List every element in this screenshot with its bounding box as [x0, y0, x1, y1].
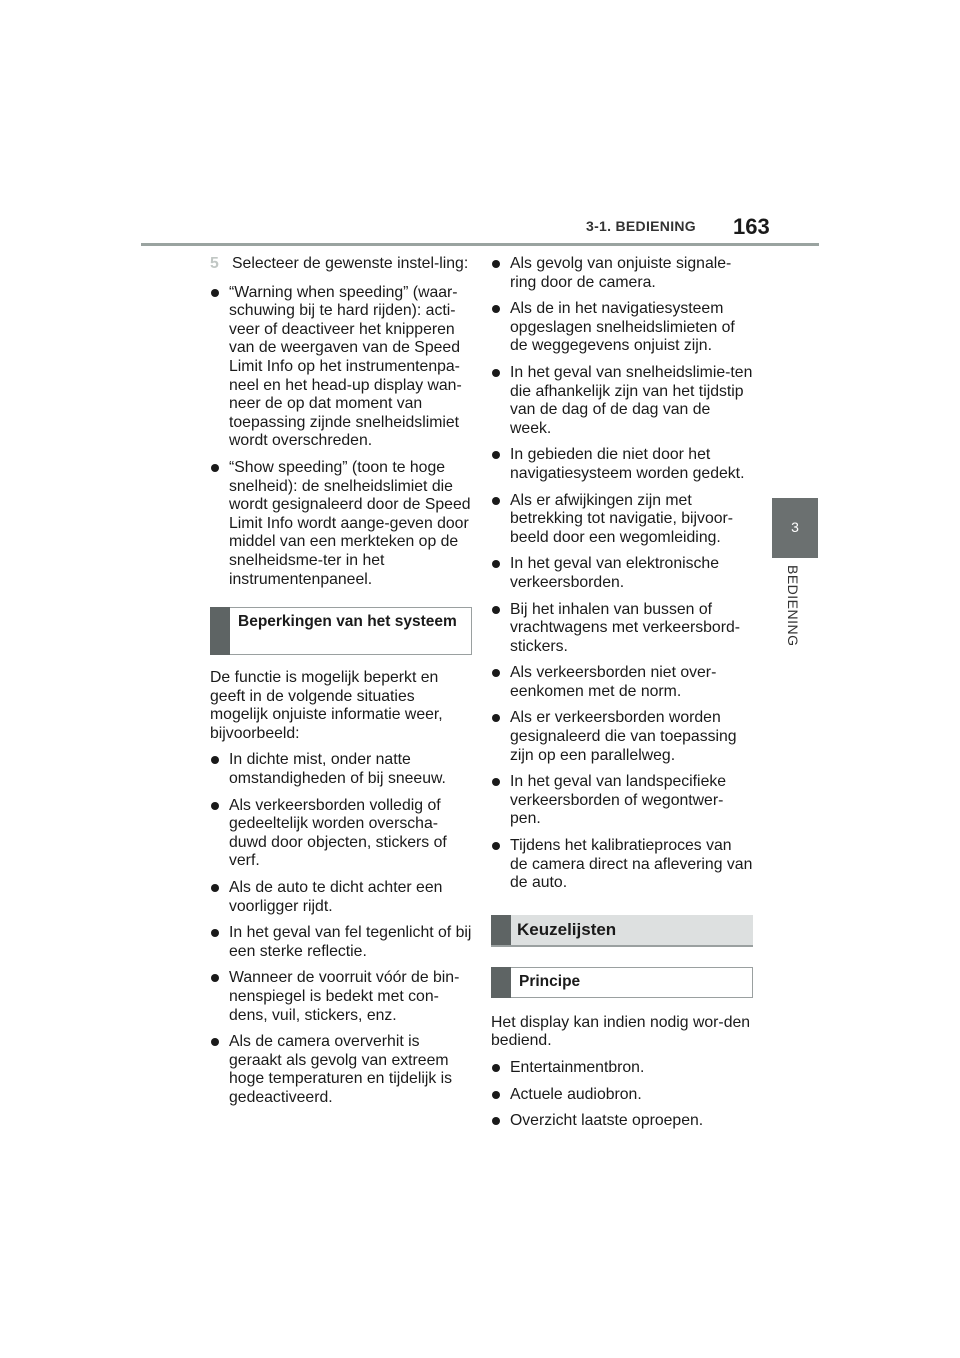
list-item — [491, 773, 753, 829]
bullet-icon — [491, 300, 510, 356]
bullet-icon — [210, 751, 229, 788]
list-item-text: Wanneer de voorruit vóór de bin-nenspiegel is bedekt met con-dens, vuil, stickers, enz. — [229, 969, 460, 1024]
list-item — [210, 797, 472, 871]
bullet-icon — [210, 969, 229, 1025]
bullet-icon — [491, 1086, 510, 1105]
list-item — [491, 664, 753, 701]
list-item-text: In het geval van elektronische verkeersborden. — [510, 555, 720, 591]
chapter-tab: 3 — [772, 498, 818, 558]
bullet-icon — [491, 555, 510, 592]
list-item-text: Tijdens het kalibratieproces van de camera direct na aflevering van de auto. — [510, 837, 753, 892]
bullet-icon — [491, 1059, 510, 1078]
subsection-title: Principe — [519, 972, 581, 990]
list-item-text: In gebieden die niet door het navigatiesysteem worden gedekt. — [510, 446, 745, 482]
list-item-text: Als er afwijkingen zijn met betrekking tot navigatie, bijvoor-beeld door een wegomleiding. — [510, 491, 734, 546]
intro-paragraph: De functie is mogelijk beperkt en geeft in de volgende situaties mogelijk onjuiste informatie weer, bijvoorbeeld: — [210, 669, 443, 742]
bullet-icon — [491, 364, 510, 438]
list-item — [491, 1086, 753, 1105]
limitation-bullet-list-continued — [491, 255, 753, 893]
limitation-bullet-list — [210, 751, 472, 1107]
step-bullet-list — [210, 284, 472, 590]
right-column — [491, 255, 753, 1139]
bullet-icon — [491, 664, 510, 701]
list-item — [491, 709, 753, 765]
list-item — [210, 924, 472, 961]
section-heading-text: Keuzelijsten — [517, 919, 617, 939]
list-item — [491, 364, 753, 438]
subsection-box-principe — [491, 967, 753, 998]
list-item — [210, 459, 472, 589]
bullet-icon — [491, 1112, 510, 1131]
bullet-icon — [491, 255, 510, 292]
list-item — [491, 255, 753, 292]
section-heading-keuzelijsten — [491, 915, 753, 947]
box-accent-bar — [491, 967, 511, 998]
list-bullet-list — [491, 1059, 753, 1131]
list-item — [491, 446, 753, 483]
list-item-text: “Show speeding” (toon te hoge snelheid): de snelheidslimiet die wordt gesignaleerd door de Speed Limit Info wordt aange-geven door middel van een merkteken op de snelheidsme-ter in het instrumentenpaneel. — [229, 458, 471, 588]
bullet-icon — [491, 773, 510, 829]
list-item-text: Als gevolg van onjuiste signale-ring door de camera. — [510, 255, 732, 291]
principle-paragraph: Het display kan indien nodig wor-den bediend. — [491, 1013, 751, 1050]
section-header: 3-1. BEDIENING — [586, 218, 696, 234]
section-box-limitations — [210, 607, 472, 655]
list-item-text: Overzicht laatste oproepen. — [510, 1112, 704, 1130]
list-item-text: In dichte mist, onder natte omstandigheden of bij sneeuw. — [229, 751, 446, 788]
bullet-icon — [210, 797, 229, 871]
list-item — [210, 1033, 472, 1107]
list-item — [491, 1059, 753, 1078]
bullet-icon — [210, 459, 229, 589]
bullet-icon — [491, 837, 510, 893]
bullet-icon — [210, 879, 229, 916]
page-number: 163 — [733, 214, 770, 239]
list-item — [210, 751, 472, 788]
list-item-text: Bij het inhalen van bussen of vrachtwagens met verkeersbord-stickers. — [510, 600, 741, 655]
list-item-text: Als er verkeersborden worden gesignaleerd die van toepassing zijn op een parallelweg. — [510, 709, 737, 764]
list-item-text: Als de camera oververhit is geraakt als gevolg van extreem hoge temperaturen en tijdelijk is gedeactiveerd. — [229, 1033, 453, 1106]
list-item-text: In het geval van snelheidslimie-ten die afhankelijk zijn van het tijdstip van de dag of de dag van de week. — [510, 363, 753, 437]
step-number: 5 — [210, 255, 219, 272]
list-item — [491, 837, 753, 893]
box-accent-bar — [491, 915, 511, 945]
list-item — [210, 879, 472, 916]
list-item — [210, 969, 472, 1025]
list-item-text: In het geval van fel tegenlicht of bij een sterke reflectie. — [229, 924, 472, 960]
bullet-icon — [210, 284, 229, 451]
bullet-icon — [491, 492, 510, 548]
list-item — [210, 284, 472, 451]
step-item — [210, 255, 472, 274]
bullet-icon — [491, 601, 510, 657]
list-item-text: Entertainmentbron. — [510, 1059, 645, 1076]
chapter-tab-label: BEDIENING — [785, 565, 801, 647]
list-item-text: “Warning when speeding” (waar-schuwing bij te hard rijden): acti-veer of deactiveer het knipperen van de weergaven van de Speed Limit Info op het instrumentenpa-neel en het head-up display wan-neer de op dat moment van toepassing zijnde snelheidslimiet wordt overschreden. — [229, 283, 462, 450]
bullet-icon — [491, 446, 510, 483]
list-item — [491, 492, 753, 548]
list-item — [491, 601, 753, 657]
bullet-icon — [491, 709, 510, 765]
box-title: Beperkingen van het systeem — [238, 613, 457, 631]
list-item-text: Actuele audiobron. — [510, 1085, 642, 1103]
list-item-text: Als verkeersborden volledig of gedeeltelijk worden overscha-duwd door objecten, stickers of verf. — [229, 796, 447, 870]
list-item-text: Als de in het navigatiesysteem opgeslagen snelheidslimieten of de weggegevens onjuist zijn. — [510, 300, 735, 355]
box-accent-bar — [210, 607, 230, 655]
list-item-text: Als de auto te dicht achter een voorligger rijdt. — [229, 879, 443, 915]
list-item-text: Als verkeersborden niet over-eenkomen met de norm. — [510, 664, 717, 700]
bullet-icon — [210, 924, 229, 961]
left-column — [210, 255, 472, 1116]
list-item — [491, 1112, 753, 1131]
header-divider — [141, 243, 819, 246]
list-item-text: In het geval van landspecifieke verkeersborden of wegontwer-pen. — [510, 773, 727, 828]
list-item — [491, 300, 753, 356]
list-item — [491, 555, 753, 592]
bullet-icon — [210, 1033, 229, 1107]
step-text: Selecteer de gewenste instel-ling: — [232, 255, 469, 272]
